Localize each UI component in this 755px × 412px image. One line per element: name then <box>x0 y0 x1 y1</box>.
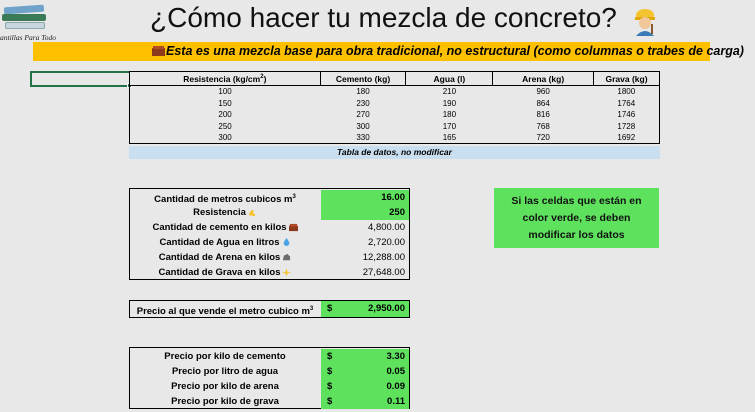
price-value: 2,950.00 <box>368 303 405 314</box>
table-cell[interactable]: 1746 <box>617 110 636 120</box>
droplet-icon <box>282 238 291 247</box>
table-cell[interactable]: 1728 <box>617 121 636 131</box>
sparkles-icon <box>282 268 291 277</box>
note-line: Si las celdas que están en <box>511 195 642 207</box>
table-cell[interactable]: 250 <box>218 121 232 131</box>
logo <box>0 0 62 42</box>
price-row-cement <box>130 349 409 364</box>
currency-symbol: $ <box>327 381 333 392</box>
cement-value: 4,800.00 <box>368 222 405 233</box>
sand-label: Cantidad de Arena en kilos <box>130 250 320 265</box>
table-cell[interactable]: 1800 <box>617 87 636 97</box>
table-cell[interactable]: 300 <box>218 133 232 143</box>
unit-prices-panel <box>129 347 410 409</box>
price-label: Precio por kilo de arena <box>171 381 279 392</box>
table-cell[interactable]: 165 <box>442 133 457 143</box>
table-cell[interactable]: 768 <box>536 121 550 131</box>
currency-symbol: $ <box>327 303 333 314</box>
volume-label: Cantidad de metros cubicos $m^3$ <box>154 194 296 206</box>
currency-symbol: $ <box>327 366 333 377</box>
price-input[interactable] <box>321 394 409 409</box>
book-icon <box>2 14 46 21</box>
column-header-sand[interactable]: Arena (kg) <box>493 72 594 86</box>
water-row <box>130 235 409 250</box>
price-row-water <box>130 364 409 379</box>
table-caption: Tabla de datos, no modificar <box>129 146 660 159</box>
gravel-value: 27,648.00 <box>362 267 405 278</box>
construction-worker-icon <box>631 6 659 36</box>
note-line: color verde, se deben <box>522 212 631 224</box>
table-cell[interactable]: 1764 <box>617 98 636 108</box>
cement-label: Cantidad de cemento en kilos <box>130 220 320 235</box>
price-value: 0.09 <box>386 381 405 392</box>
logo-text: antillas Para Todo <box>0 33 56 42</box>
brick-icon <box>289 223 298 232</box>
book-icon <box>4 5 44 15</box>
table-cell[interactable]: 330 <box>356 133 370 143</box>
water-value: 2,720.00 <box>368 237 405 248</box>
currency-symbol: $ <box>327 396 333 407</box>
table-cell[interactable]: 816 <box>536 110 550 120</box>
price-input[interactable] <box>321 379 409 394</box>
table-cell[interactable]: 864 <box>536 98 550 108</box>
gravel-label: Cantidad de Grava en kilos <box>130 265 320 280</box>
resistance-input[interactable]: 250 <box>321 205 409 220</box>
price-row-gravel <box>130 394 409 409</box>
calculation-panel <box>129 188 410 280</box>
page-title: ¿Cómo hacer tu mezcla de concreto? <box>150 2 617 33</box>
table-row <box>130 121 660 133</box>
gravel-row <box>130 265 409 280</box>
volume-row <box>130 190 409 205</box>
sand-row <box>130 250 409 265</box>
volume-input[interactable]: 16.00 <box>321 190 409 205</box>
table-cell[interactable]: 180 <box>356 87 370 97</box>
resistance-label: Resistencia <box>130 205 320 220</box>
table-cell[interactable]: 150 <box>218 98 232 108</box>
data-table <box>129 71 660 144</box>
price-input[interactable] <box>321 349 409 364</box>
table-cell[interactable]: 100 <box>218 87 232 97</box>
table-row <box>130 109 660 121</box>
price-per-m3-label: Precio al que vende el metro cubico $m^3$ <box>136 306 314 318</box>
table-cell[interactable]: 170 <box>442 121 457 131</box>
table-cell[interactable]: 230 <box>356 98 370 108</box>
resistance-row <box>130 205 409 220</box>
table-cell[interactable]: 180 <box>442 110 457 120</box>
column-header-gravel[interactable]: Grava (kg) <box>594 72 660 86</box>
price-label: Precio por litro de agua <box>171 366 279 377</box>
price-value: 3.30 <box>386 351 405 362</box>
selected-cell[interactable] <box>30 71 131 87</box>
banner-text: Esta es una mezcla base para obra tradicional, no estructural (como columnas o trabes de carga) <box>166 44 744 58</box>
price-value: 0.05 <box>386 366 405 377</box>
price-per-m3-row <box>129 300 410 318</box>
rock-icon <box>282 253 291 262</box>
price-label: Precio por kilo de grava <box>171 396 279 407</box>
table-row <box>130 97 660 109</box>
currency-symbol: $ <box>327 351 333 362</box>
price-value: 0.11 <box>387 396 405 407</box>
table-cell[interactable]: 960 <box>536 87 550 97</box>
price-row-sand <box>130 379 409 394</box>
price-label: Precio por kilo de cemento <box>164 351 286 362</box>
table-row <box>130 132 660 144</box>
flexed-arm-icon <box>248 208 257 217</box>
book-icon <box>5 22 45 29</box>
table-cell[interactable]: 720 <box>536 133 550 143</box>
column-header-cement[interactable]: Cemento (kg) <box>320 72 406 86</box>
table-cell[interactable]: 300 <box>356 121 370 131</box>
note-line: modificar los datos <box>528 229 625 241</box>
table-cell[interactable]: 270 <box>356 110 370 120</box>
table-cell[interactable]: 1692 <box>617 133 636 143</box>
column-header-water[interactable]: Agua (l) <box>406 72 493 86</box>
table-row <box>130 86 660 98</box>
table-cell[interactable]: 190 <box>442 98 457 108</box>
water-label: Cantidad de Agua en litros <box>130 235 320 250</box>
column-header-resistance[interactable]: Resistencia $(kg/cm^2)$ <box>130 72 321 86</box>
instruction-note <box>494 188 659 248</box>
cement-row <box>130 220 409 235</box>
table-cell[interactable]: 200 <box>218 110 232 120</box>
price-input[interactable] <box>321 364 409 379</box>
price-per-m3-input[interactable] <box>321 301 409 317</box>
table-cell[interactable]: 210 <box>442 87 457 97</box>
sand-value: 12,288.00 <box>362 252 405 263</box>
